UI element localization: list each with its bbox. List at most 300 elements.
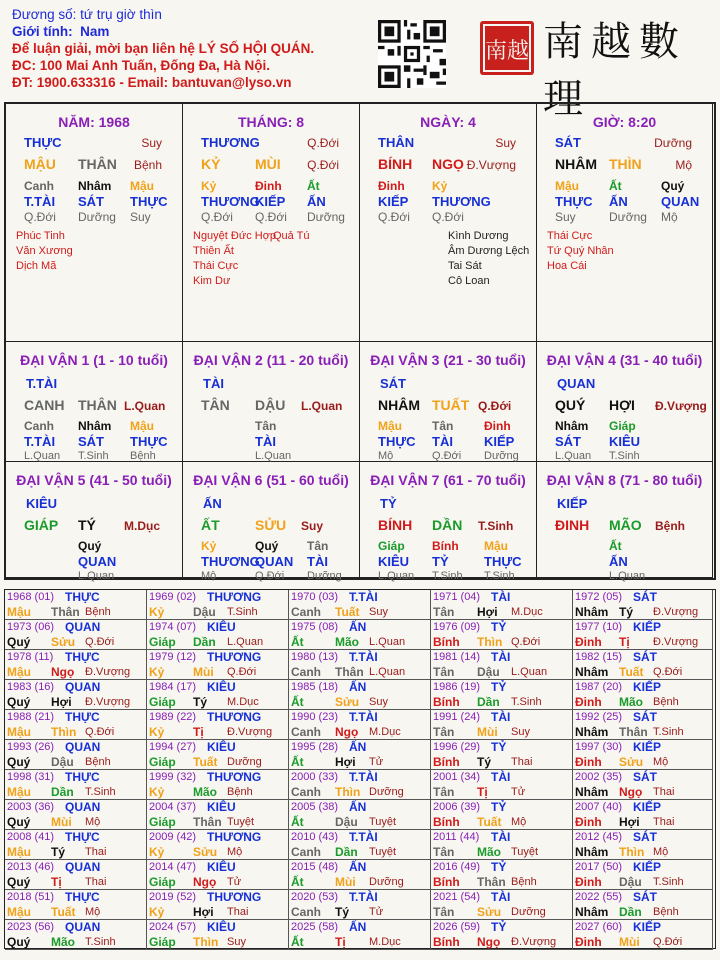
year-cell (573, 830, 713, 860)
pillar-title: NGÀY: 4 (420, 114, 476, 130)
year-stage: Mộ (653, 756, 669, 768)
year-god: T.TÀI (349, 830, 378, 844)
year-stem: Tân (433, 905, 455, 919)
year-branch: Dậu (477, 665, 500, 679)
year-stem: Mậu (7, 665, 31, 679)
dai-van-title: ĐẠI VẬN 5 (41 - 50 tuổi) (16, 472, 172, 488)
hidden-stem: Đinh (484, 419, 511, 433)
year-stem: Nhâm (575, 605, 609, 619)
year-branch: Hợi (51, 695, 72, 709)
hidden-stage: Dưỡng (307, 210, 345, 224)
year-god: T.TÀI (349, 710, 378, 724)
year-stem: Bính (433, 935, 460, 949)
year-branch: Thìn (619, 845, 645, 859)
year-cell (289, 620, 431, 650)
star-label: Dịch Mã (16, 260, 57, 272)
year-label: 2006 (39) (433, 801, 481, 813)
year-stem: Canh (291, 785, 321, 799)
owner-line: Đương số: tứ trụ giờ thìn (12, 7, 162, 22)
hidden-stage: Mộ (201, 570, 217, 582)
year-stem: Giáp (149, 875, 176, 889)
year-stem: Giáp (149, 695, 176, 709)
dai-van-stage: L.Quan (301, 399, 343, 413)
hidden-stage: T.Sinh (609, 450, 640, 462)
year-label: 2000 (33) (291, 771, 339, 783)
year-stem: Ất (291, 935, 304, 949)
year-label: 2008 (41) (7, 831, 55, 843)
dai-van-cell (537, 342, 713, 462)
year-stage: Bệnh (653, 906, 679, 918)
dai-van-title: ĐẠI VẬN 4 (31 - 40 tuổi) (546, 352, 703, 368)
year-cell (573, 620, 713, 650)
year-cell (147, 860, 289, 890)
year-label: 2003 (36) (7, 801, 55, 813)
year-stem: Bính (433, 875, 460, 889)
year-cell (431, 800, 573, 830)
year-label: 2023 (56) (7, 921, 55, 933)
year-stage: Suy (511, 726, 530, 738)
year-god: QUAN (65, 680, 101, 694)
hidden-stem: Giáp (378, 539, 405, 553)
year-stage: T.Sinh (227, 606, 258, 618)
year-god: ẤN (349, 860, 367, 874)
hidden-god: THỰC (484, 554, 522, 569)
year-god: THƯƠNG (207, 650, 262, 664)
year-stage: Tử (369, 756, 384, 768)
pillar-god: THÂN (378, 135, 415, 150)
year-god: ẤN (349, 620, 367, 634)
year-branch: Tý (335, 905, 350, 919)
year-stage: Tuyệt (369, 816, 397, 828)
year-god: KIẾP (633, 620, 662, 634)
year-stage: Tuyệt (227, 816, 255, 828)
year-cell (289, 740, 431, 770)
year-stem: Giáp (149, 935, 176, 949)
star-label: Cô Loan (448, 275, 490, 287)
year-cell (147, 620, 289, 650)
year-branch: Sửu (51, 635, 76, 649)
hidden-god: SÁT (78, 434, 104, 449)
year-god: KIÊU (207, 620, 236, 634)
hidden-stem: Tân (432, 419, 454, 433)
year-branch: Tý (193, 695, 208, 709)
year-stem: Canh (291, 905, 321, 919)
year-cell (573, 890, 713, 920)
year-god: QUAN (65, 740, 101, 754)
year-stem: Kỷ (149, 725, 165, 739)
year-label: 1973 (06) (7, 621, 55, 633)
year-stem: Mậu (7, 905, 31, 919)
hidden-stage: L.Quan (378, 570, 415, 582)
hidden-god: TÀI (307, 554, 328, 569)
year-stem: Ất (291, 755, 304, 769)
year-cell (431, 710, 573, 740)
year-stem: Mậu (7, 605, 31, 619)
hidden-stage: Q.Đới (255, 570, 285, 582)
year-cell (573, 710, 713, 740)
year-cell (289, 860, 431, 890)
dai-van-stage: Suy (301, 519, 324, 533)
year-cell (573, 740, 713, 770)
year-branch: Mão (193, 785, 217, 799)
hidden-stem: Nhâm (78, 419, 112, 433)
chart-grid (4, 102, 716, 580)
year-god: TỶ (491, 860, 507, 874)
hidden-god: ẤN (307, 194, 326, 209)
year-branch: Thân (193, 815, 222, 829)
hidden-stem: Quý (661, 179, 685, 193)
hidden-god: THƯƠNG (201, 554, 260, 569)
year-stem: Tân (433, 725, 455, 739)
year-stage: Suy (369, 606, 388, 618)
year-branch: Dần (477, 695, 500, 709)
year-stage: Đ.Vượng (85, 696, 131, 708)
year-branch: Sửu (477, 905, 502, 919)
year-cell (5, 740, 147, 770)
year-branch: Mùi (335, 875, 356, 889)
year-stem: Nhâm (575, 845, 609, 859)
year-cell (573, 860, 713, 890)
year-cell (431, 890, 573, 920)
year-god: ẤN (349, 800, 367, 814)
year-stem: Giáp (149, 635, 176, 649)
year-label: 2014 (47) (149, 861, 197, 873)
year-label: 1980 (13) (291, 651, 339, 663)
year-branch: Tuất (477, 815, 502, 829)
pillar-stem: KỶ (201, 156, 221, 172)
dai-van-stem: GIÁP (24, 517, 59, 533)
year-label: 1991 (24) (433, 711, 481, 723)
year-branch: Ngọ (477, 935, 501, 949)
year-label: 1969 (02) (149, 591, 197, 603)
pillar-branch: NGỌ (432, 156, 464, 172)
year-cell (289, 890, 431, 920)
year-stage: M.Dục (511, 606, 543, 618)
year-branch: Sửu (335, 695, 360, 709)
year-stem: Mậu (7, 785, 31, 799)
year-cell (289, 710, 431, 740)
hidden-god: THƯƠNG (432, 194, 491, 209)
year-label: 2016 (49) (433, 861, 481, 873)
dai-van-title: ĐẠI VẬN 1 (1 - 10 tuổi) (20, 352, 168, 368)
pillar-god-stage: Q.Đới (307, 136, 339, 150)
hidden-stage: Q.Đới (378, 210, 410, 224)
year-cell (5, 620, 147, 650)
gender-label: Giới tính: (12, 24, 73, 39)
year-stem: Canh (291, 725, 321, 739)
year-stage: L.Quan (227, 636, 264, 648)
year-stage: Thai (653, 816, 675, 828)
year-label: 1992 (25) (575, 711, 623, 723)
year-god: THỰC (65, 770, 100, 784)
year-god: TÀI (491, 650, 511, 664)
year-cell (5, 680, 147, 710)
year-cell (431, 770, 573, 800)
year-stem: Đinh (575, 875, 602, 889)
year-stage: L.Quan (369, 636, 406, 648)
hidden-stage: Q.Đới (432, 210, 464, 224)
pillar-title: THÁNG: 8 (237, 114, 305, 130)
hidden-god: SÁT (78, 194, 104, 209)
year-stem: Ất (291, 815, 304, 829)
hidden-stem: Tân (255, 419, 277, 433)
hidden-stem: Kỷ (201, 179, 217, 193)
year-label: 1976 (09) (433, 621, 481, 633)
year-branch: Dậu (51, 755, 74, 769)
pillar-branch: THÌN (609, 156, 642, 172)
year-stage: Dưỡng (369, 876, 404, 888)
year-god: THỰC (65, 590, 100, 604)
year-god: T.TÀI (349, 590, 378, 604)
year-branch: Sửu (619, 755, 644, 769)
year-label: 1977 (10) (575, 621, 623, 633)
hidden-god: THỰC (130, 194, 168, 209)
dai-van-branch: MÃO (609, 517, 642, 533)
year-god: SÁT (633, 590, 657, 604)
year-god: ẤN (349, 740, 367, 754)
year-label: 1978 (11) (7, 651, 54, 663)
year-stem: Canh (291, 665, 321, 679)
year-label: 1995 (28) (291, 741, 339, 753)
year-cell (5, 590, 147, 620)
hidden-stem: Mậu (555, 179, 579, 193)
year-branch: Tị (193, 725, 204, 739)
hidden-god: QUAN (78, 554, 117, 569)
hidden-god: THỰC (378, 434, 416, 449)
year-cell (431, 650, 573, 680)
year-branch: Sửu (193, 845, 218, 859)
year-stem: Kỷ (149, 845, 165, 859)
hidden-god: TÀI (255, 434, 276, 449)
year-stage: Q.Đới (85, 636, 115, 648)
year-branch: Ngọ (335, 725, 359, 739)
pillar-title: GIỜ: 8:20 (592, 114, 657, 130)
year-stage: L.Quan (369, 666, 406, 678)
hidden-stage: L.Quan (78, 570, 115, 582)
year-label: 2002 (35) (575, 771, 623, 783)
year-label: 2019 (52) (149, 891, 197, 903)
year-label: 2011 (44) (433, 831, 480, 843)
year-god: T.TÀI (349, 890, 378, 904)
year-god: THỰC (65, 890, 100, 904)
year-label: 2007 (40) (575, 801, 623, 813)
year-stem: Đinh (575, 695, 602, 709)
year-branch: Mùi (619, 935, 640, 949)
year-god: QUAN (65, 920, 101, 934)
dai-van-god: SÁT (380, 376, 406, 391)
hidden-stage: T.Sinh (484, 570, 515, 582)
year-label: 2017 (50) (575, 861, 623, 873)
dai-van-god: TÀI (203, 376, 224, 391)
year-branch: Mão (51, 935, 75, 949)
pillar-cell (6, 104, 183, 342)
pillar-branch-stage: Bệnh (133, 158, 162, 172)
hidden-stem: Mậu (130, 419, 154, 433)
year-cell (5, 860, 147, 890)
year-cell (573, 770, 713, 800)
year-cell (147, 800, 289, 830)
star-label: Phúc Tinh (16, 230, 65, 242)
year-label: 1986 (19) (433, 681, 481, 693)
hidden-stem: Tân (307, 539, 329, 553)
year-god: TÀI (491, 710, 511, 724)
year-god: TÀI (491, 830, 511, 844)
year-stem: Quý (7, 935, 31, 949)
hidden-stage: Suy (555, 210, 576, 224)
year-label: 1998 (31) (7, 771, 55, 783)
hidden-god: T.TÀI (24, 434, 56, 449)
year-cell (289, 920, 431, 950)
year-label: 2027 (60) (575, 921, 623, 933)
year-god: KIÊU (207, 920, 236, 934)
year-label: 1982 (15) (575, 651, 623, 663)
hidden-stage: Mộ (661, 210, 678, 224)
year-stem: Canh (291, 845, 321, 859)
dai-van-branch: DẬU (255, 397, 286, 413)
year-branch: Dậu (335, 815, 358, 829)
hidden-stem: Quý (255, 539, 279, 553)
year-stem: Đinh (575, 755, 602, 769)
pillar-branch-stage: Q.Đới (307, 158, 339, 172)
hidden-stem: Kỷ (201, 539, 217, 553)
year-cell (289, 680, 431, 710)
year-stage: Thai (227, 906, 249, 918)
year-cell (147, 710, 289, 740)
year-branch: Mão (477, 845, 501, 859)
red-seal-stamp (479, 20, 535, 76)
year-label: 1993 (26) (7, 741, 55, 753)
year-god: TÀI (491, 890, 511, 904)
year-label: 2012 (45) (575, 831, 623, 843)
year-label: 2013 (46) (7, 861, 55, 873)
year-stem: Giáp (149, 815, 176, 829)
year-stem: Tân (433, 665, 455, 679)
year-stem: Bính (433, 635, 460, 649)
year-cell (431, 830, 573, 860)
pillar-branch-stage: Mộ (675, 158, 692, 172)
brand-logo: 南越數理 (543, 19, 687, 122)
pillar-god: SÁT (555, 135, 581, 150)
year-branch: Dần (51, 785, 74, 799)
dai-van-stage: L.Quan (124, 399, 166, 413)
year-label: 1970 (03) (291, 591, 339, 603)
dai-van-stem: NHÂM (378, 397, 420, 413)
year-label: 2010 (43) (291, 831, 339, 843)
year-stem: Quý (7, 695, 31, 709)
year-stem: Kỷ (149, 785, 165, 799)
dai-van-cell (183, 462, 360, 582)
year-god: KIÊU (207, 680, 236, 694)
year-stage: Mộ (511, 816, 527, 828)
year-god: KIẾP (633, 800, 662, 814)
year-stage: Suy (227, 936, 246, 948)
year-stage: Đ.Vượng (85, 666, 131, 678)
year-cell (289, 800, 431, 830)
hidden-stem: Canh (24, 179, 54, 193)
year-cell (573, 800, 713, 830)
year-label: 2025 (58) (291, 921, 339, 933)
year-label: 2004 (37) (149, 801, 197, 813)
year-branch: Thìn (335, 785, 361, 799)
year-branch: Tý (477, 755, 492, 769)
year-cell (147, 770, 289, 800)
year-stage: Tuyệt (511, 846, 539, 858)
year-stage: Thai (85, 876, 107, 888)
star-label: Thiên Ất (193, 245, 234, 257)
address-line: ĐC: 100 Mai Anh Tuấn, Đống Đa, Hà Nội. (12, 58, 271, 73)
year-stage: Tử (227, 876, 242, 888)
contact-line: Để luận giải, mời bạn liên hệ LÝ SỐ HỘI QUÁN. (12, 41, 315, 56)
year-branch: Mùi (193, 665, 214, 679)
year-stage: Q.Đới (511, 636, 541, 648)
year-stage: Bệnh (85, 756, 111, 768)
year-god: ẤN (349, 920, 367, 934)
year-label: 1972 (05) (575, 591, 623, 603)
pillar-cell (360, 104, 537, 342)
year-stem: Quý (7, 815, 31, 829)
year-branch: Tý (619, 605, 634, 619)
dai-van-cell (6, 342, 183, 462)
pillar-god-stage: Suy (495, 136, 516, 150)
year-branch: Ngọ (51, 665, 75, 679)
year-label: 1996 (29) (433, 741, 481, 753)
year-god: TỶ (491, 740, 507, 754)
year-label: 2022 (55) (575, 891, 623, 903)
year-label: 2009 (42) (149, 831, 197, 843)
year-cell (431, 740, 573, 770)
hidden-stem: Ất (307, 179, 320, 193)
svg-text:南越: 南越 (484, 39, 530, 64)
year-god: KIẾP (633, 920, 662, 934)
year-stem: Ất (291, 695, 304, 709)
pillar-cell (537, 104, 713, 342)
year-god: KIÊU (207, 860, 236, 874)
hidden-god: ẤN (609, 194, 628, 209)
year-branch: Hợi (335, 755, 356, 769)
year-branch: Tý (51, 845, 66, 859)
yearly-table (4, 589, 716, 949)
hidden-god: TỶ (432, 554, 449, 569)
year-label: 1979 (12) (149, 651, 197, 663)
hidden-stage: Q.Đới (24, 210, 56, 224)
qr-code-icon (378, 20, 446, 88)
hidden-god: KIẾP (255, 194, 286, 209)
year-stage: Tuyệt (369, 846, 397, 858)
dai-van-stem: QUÝ (555, 397, 586, 413)
pillar-god: THƯƠNG (201, 135, 260, 150)
hidden-god: QUAN (661, 194, 700, 209)
year-stem: Bính (433, 755, 460, 769)
year-stage: Dưỡng (227, 756, 262, 768)
year-god: THƯƠNG (207, 830, 262, 844)
year-god: KIÊU (207, 800, 236, 814)
dai-van-title: ĐẠI VẬN 7 (61 - 70 tuổi) (370, 472, 526, 488)
year-cell (147, 650, 289, 680)
year-stage: Suy (369, 696, 388, 708)
star-label: Tai Sát (448, 260, 482, 272)
year-stage: Bệnh (653, 696, 679, 708)
year-stem: Quý (7, 875, 31, 889)
year-branch: Hợi (193, 905, 214, 919)
year-stage: Dưỡng (511, 906, 546, 918)
year-cell (289, 590, 431, 620)
year-stage: Mộ (85, 816, 101, 828)
hidden-god: T.TÀI (24, 194, 56, 209)
hidden-stem: Bính (432, 539, 459, 553)
year-god: SÁT (633, 770, 657, 784)
header-info (12, 6, 314, 91)
year-branch: Thìn (51, 725, 77, 739)
